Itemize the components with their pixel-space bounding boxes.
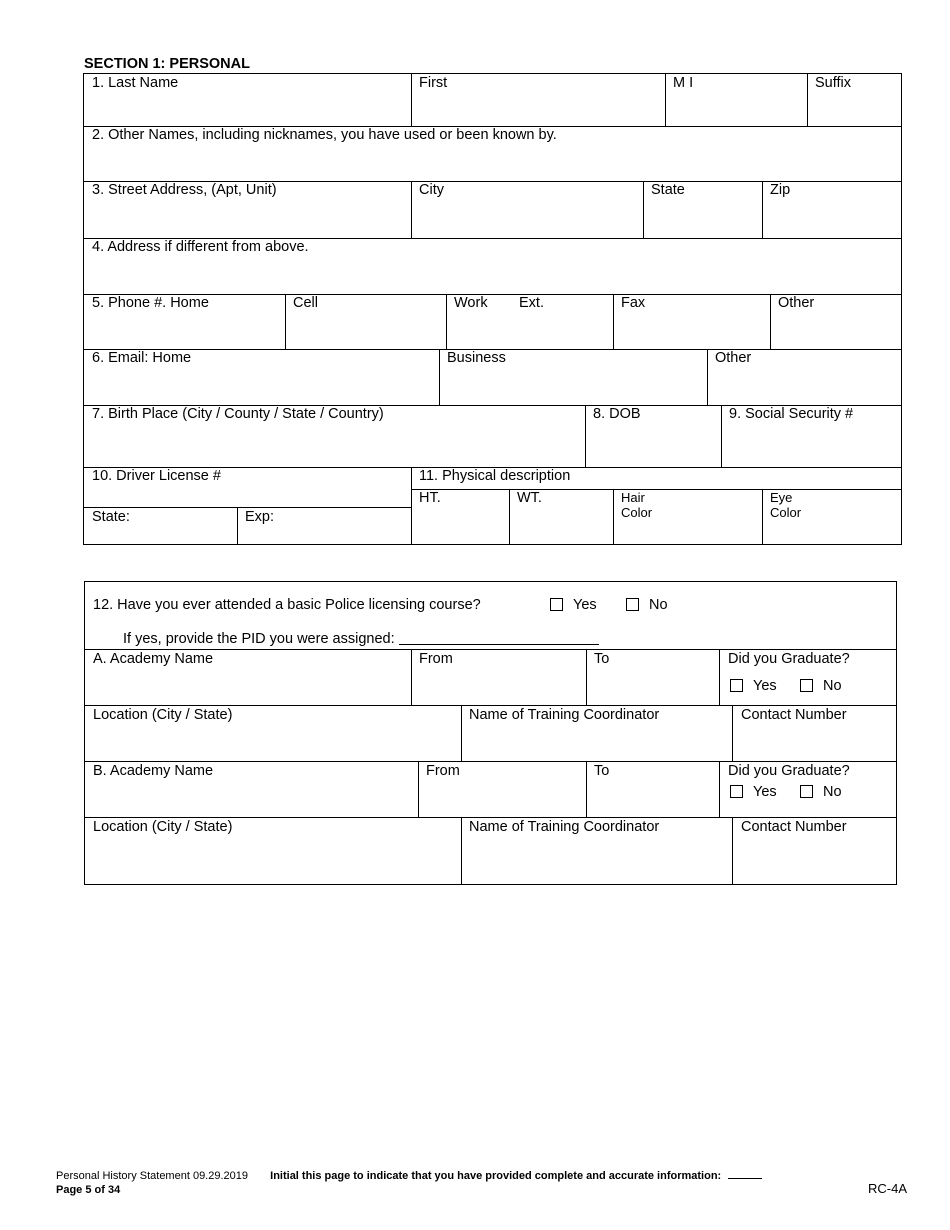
fax-label: Fax — [621, 295, 646, 311]
first-name-label: First — [419, 75, 448, 91]
footer — [56, 1168, 762, 1197]
email-business-label: Business — [447, 350, 506, 366]
academy-b-name-label: B. Academy Name — [93, 763, 214, 779]
zip-label: Zip — [770, 182, 791, 198]
ssn-label: 9. Social Security # — [729, 406, 854, 422]
weight-label: WT. — [517, 490, 542, 506]
middle-initial-label: M I — [673, 75, 694, 91]
pid-input-line[interactable] — [399, 631, 599, 645]
academy-a-graduate-yes-checkbox[interactable] — [730, 679, 743, 692]
physical-description-label: 11. Physical description — [419, 468, 571, 484]
dob-label: 8. DOB — [593, 406, 641, 422]
other-names-label: 2. Other Names, including nicknames, you have used or been known by. — [92, 127, 557, 143]
phone-home-label: 5. Phone #. Home — [92, 295, 209, 311]
academy-b-yes-label: Yes — [753, 784, 777, 800]
police-course-yes-label: Yes — [573, 597, 597, 613]
email-other-label: Other — [715, 350, 752, 366]
phone-other-label: Other — [778, 295, 815, 311]
academy-a-from-label: From — [419, 651, 453, 667]
pid-prompt: If yes, provide the PID you were assigned: — [123, 631, 395, 647]
academy-a-contact-label: Contact Number — [741, 707, 847, 723]
city-label: City — [419, 182, 444, 198]
footer-line-1 — [56, 1168, 762, 1183]
academy-a-graduate-label: Did you Graduate? — [728, 651, 850, 667]
academy-b-location-label: Location (City / State) — [93, 819, 233, 835]
email-home-label: 6. Email: Home — [92, 350, 192, 366]
state-label: State — [651, 182, 685, 198]
hair-label-line2: Color — [621, 505, 653, 520]
height-label: HT. — [419, 490, 441, 506]
personal-table — [83, 73, 902, 545]
academy-a-name-label: A. Academy Name — [93, 651, 214, 667]
academy-a-graduate-no-checkbox[interactable] — [800, 679, 813, 692]
page-number: Page 5 of 34 — [56, 1184, 121, 1196]
academy-b-graduate-label: Did you Graduate? — [728, 763, 850, 779]
section-title: SECTION 1: PERSONAL — [84, 56, 250, 72]
academy-b-graduate-no[interactable] — [793, 784, 842, 801]
street-address-label: 3. Street Address, (Apt, Unit) — [92, 182, 277, 198]
phone-work-label: Work — [454, 295, 488, 311]
academy-a-graduate-yes[interactable] — [723, 678, 777, 695]
last-name-label: 1. Last Name — [92, 75, 179, 91]
academy-b-graduate-no-checkbox[interactable] — [800, 785, 813, 798]
license-exp-label: Exp: — [245, 509, 275, 525]
academy-b-coordinator-label: Name of Training Coordinator — [469, 819, 660, 835]
academy-a-yes-label: Yes — [753, 678, 777, 694]
pid-row — [116, 631, 599, 648]
eye-color-label — [763, 490, 801, 520]
birth-place-label: 7. Birth Place (City / County / State / Country) — [92, 406, 384, 422]
alt-address-label: 4. Address if different from above. — [92, 239, 309, 255]
footer-initial-text: Initial this page to indicate that you have provided complete and accurate information: — [270, 1170, 722, 1182]
hair-color-label — [614, 490, 652, 520]
academy-a-graduate-no[interactable] — [793, 678, 842, 695]
academy-b-from-label: From — [426, 763, 460, 779]
hair-label-line1: Hair — [621, 490, 645, 505]
suffix-label: Suffix — [815, 75, 852, 91]
phone-ext-label: Ext. — [519, 295, 544, 311]
academy-a-coordinator-label: Name of Training Coordinator — [469, 707, 660, 723]
academy-b-no-label: No — [823, 784, 842, 800]
academy-table — [84, 581, 897, 885]
eye-label-line2: Color — [770, 505, 802, 520]
driver-license-label: 10. Driver License # — [92, 468, 221, 484]
academy-b-to-label: To — [594, 763, 610, 779]
phone-cell-label: Cell — [293, 295, 318, 311]
police-course-no-option[interactable] — [619, 597, 668, 614]
form-code: RC-4A — [868, 1181, 908, 1196]
academy-b-graduate-yes-checkbox[interactable] — [730, 785, 743, 798]
police-course-yes-checkbox[interactable] — [550, 598, 563, 611]
academy-a-location-label: Location (City / State) — [93, 707, 233, 723]
license-state-label: State: — [92, 509, 130, 525]
academy-a-to-label: To — [594, 651, 610, 667]
police-course-question: 12. Have you ever attended a basic Police licensing course? — [93, 597, 481, 613]
initial-input-line[interactable] — [728, 1168, 762, 1179]
police-course-no-label: No — [649, 597, 668, 613]
police-course-no-checkbox[interactable] — [626, 598, 639, 611]
academy-b-graduate-yes[interactable] — [723, 784, 777, 801]
footer-statement: Personal History Statement 09.29.2019 — [56, 1170, 249, 1182]
academy-b-contact-label: Contact Number — [741, 819, 847, 835]
eye-label-line1: Eye — [770, 490, 793, 505]
academy-a-no-label: No — [823, 678, 842, 694]
police-course-yes-option[interactable] — [543, 597, 597, 614]
